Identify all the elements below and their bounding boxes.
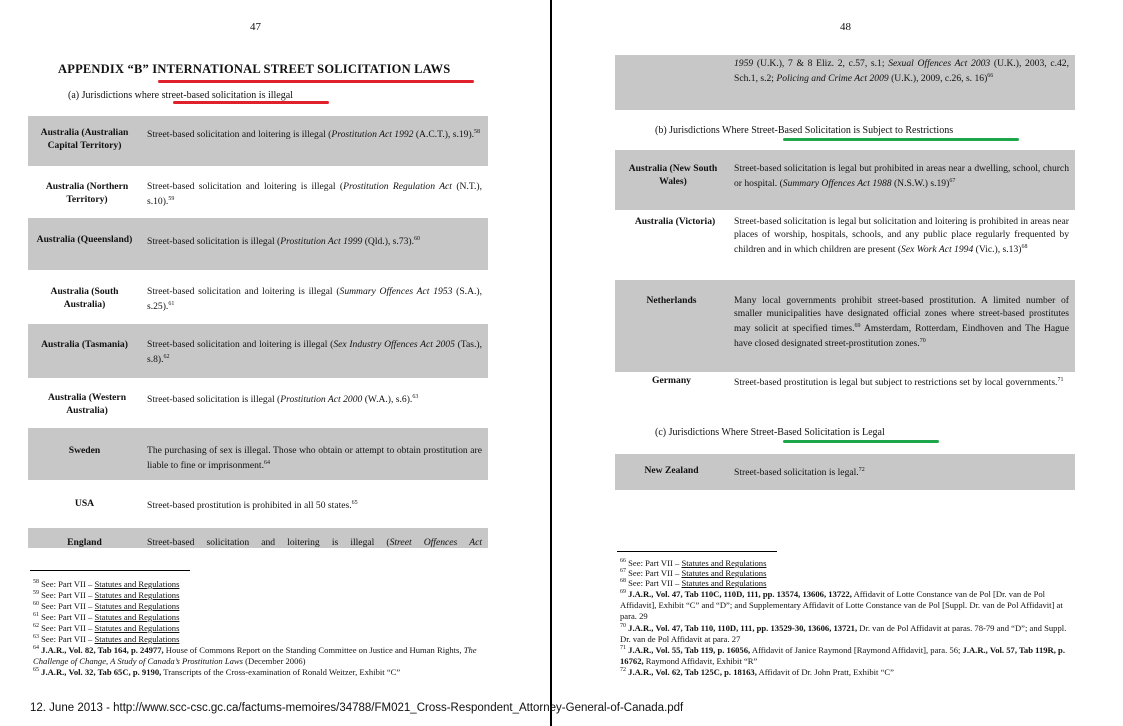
jurisdiction-cell: Australia (Western Australia) (47, 392, 127, 416)
jurisdiction-cell: USA (74, 498, 95, 509)
table-row (615, 372, 1075, 408)
description-cell: Street-based prostitution is prohibited in all 50 states.$^{65}$ (147, 500, 358, 512)
section-a-prefix: (a) Jurisdictions where (68, 90, 160, 101)
footnote: $^{67}$ See: Part VII – Statutes and Regulations (620, 567, 767, 578)
heading-prefix: APPENDIX “B” (58, 62, 149, 76)
footnote-rule (617, 551, 777, 552)
table-row (28, 270, 488, 324)
page-divider (550, 0, 552, 726)
footnote: $^{65}$ J.A.R., Vol. 32, Tab 65C, p. 9190, Transcripts of the Cross-examination of Ronald Weitzer, Exhibit “C” (33, 666, 401, 677)
table-row (615, 150, 1075, 210)
section-a-emph: street-based solicitation is illegal (161, 90, 293, 101)
jurisdiction-cell: Australia (Victoria) (634, 216, 716, 227)
table-row (615, 210, 1075, 280)
statutes-link[interactable]: Statutes and Regulations (94, 589, 180, 600)
footnote: $^{68}$ See: Part VII – Statutes and Regulations (620, 577, 767, 588)
description-cell: Street-based solicitation is legal.$^{72}$ (734, 467, 865, 479)
table-row (28, 428, 488, 480)
table-row (28, 378, 488, 428)
jurisdiction-cell: Sweden (68, 445, 101, 456)
description-cell: Many local governments prohibit street-based prostitution. A limited number of smaller municipalities have designated official zones where street-based prostitutes may solicit at specified times.$^{69}$ Amsterdam, Rotterdam, Eindhoven and The Hague have closed designated street-prostitution zones.$^{70}$ (734, 295, 1069, 350)
table-row (28, 324, 488, 378)
page-number-left: 47 (250, 21, 261, 33)
table-row (28, 218, 488, 270)
footnote: $^{58}$ See: Part VII – Statutes and Regulations (33, 578, 180, 589)
jurisdiction-cell: Australia (Australian Capital Territory) (40, 127, 129, 151)
jurisdiction-cell: England (67, 537, 102, 548)
statutes-link[interactable]: Statutes and Regulations (94, 578, 180, 589)
description-cell: The purchasing of sex is illegal. Those who obtain or attempt to obtain prostitution are liable to fine or imprisonment.$^{64}$ (147, 445, 482, 472)
description-cell: Street-based solicitation and loitering is illegal (Summary Offences Act 1953 (S.A.), s.25).$^{61}$ (147, 286, 482, 313)
description-cell: Street-based solicitation and loitering is illegal (Prostitution Regulation Act (N.T.), s.10).$^{59}$ (147, 181, 482, 208)
table-row-continued (615, 55, 1075, 110)
jurisdiction-cell: Australia (Tasmania) (41, 339, 128, 350)
description-cell: 1959 (U.K.), 7 & 8 Eliz. 2, c.57, s.1; Sexual Offences Act 2003 (U.K.), 2003, c.42, Sch.1, s.2; Policing and Crime Act 2009 (U.K.), 2009, c.26, s. 16)$^{66}$ (734, 58, 1069, 85)
statutes-link[interactable]: Statutes and Regulations (681, 577, 767, 588)
footnote-rule (30, 570, 190, 571)
jurisdiction-cell: Australia (South Australia) (50, 286, 119, 310)
section-c-heading (655, 427, 885, 438)
jurisdiction-cell: Germany (652, 375, 691, 386)
section-c-prefix: (c) Jurisdictions Where (655, 427, 749, 438)
description-cell: Street-based solicitation and loitering is illegal (Street Offences Act (147, 537, 482, 548)
red-underline-heading (158, 80, 474, 83)
footnote: $^{70}$ J.A.R., Vol. 47, Tab 110, 110D, 111, pp. 13529-30, 13606, 13721, Dr. van de Pol Affidavit at paras. 78-79 and “D”; and Suppl. Dr. van de Pol Affidavit at para. 27 (620, 622, 1067, 644)
footnote: $^{63}$ See: Part VII – Statutes and Regulations (33, 633, 180, 644)
section-b-emph: Street-Based Solicitation is Subject to Restrictions (751, 125, 954, 136)
statutes-link[interactable]: Statutes and Regulations (94, 611, 180, 622)
statutes-link[interactable]: Statutes and Regulations (94, 633, 180, 644)
section-b-prefix: (b) Jurisdictions Where (655, 125, 749, 136)
section-c-emph: Street-Based Solicitation is Legal (750, 427, 885, 438)
statutes-link[interactable]: Statutes and Regulations (681, 557, 767, 568)
footnote: $^{72}$ J.A.R., Vol. 62, Tab 125C, p. 18163, Affidavit of Dr. John Pratt, Exhibit “C” (620, 666, 894, 677)
table-row (28, 528, 488, 548)
footnote: $^{59}$ See: Part VII – Statutes and Regulations (33, 589, 180, 600)
jurisdiction-cell: Netherlands (646, 295, 697, 306)
page-number-right: 48 (840, 21, 851, 33)
jurisdiction-cell: Australia (Queensland) (36, 234, 133, 245)
appendix-heading (58, 62, 450, 77)
description-cell: Street-based solicitation is illegal (Prostitution Act 2000 (W.A.), s.6).$^{63}$ (147, 394, 419, 406)
table-row (615, 280, 1075, 372)
footnote: $^{62}$ See: Part VII – Statutes and Regulations (33, 622, 180, 633)
description-cell: Street-based solicitation is illegal (Prostitution Act 1999 (Qld.), s.73).$^{60}$ (147, 236, 421, 248)
red-underline-section-a (173, 101, 329, 104)
heading-main: INTERNATIONAL STREET SOLICITATION LAWS (152, 62, 451, 76)
footnote: $^{66}$ See: Part VII – Statutes and Regulations (620, 557, 767, 568)
source-footer: 12. June 2013 - http://www.scc-csc.gc.ca/factums-memoires/34788/FM021_Cross-Respondent_Attorney-General-of-Canada.pdf (30, 702, 684, 714)
footnote: $^{71}$ J.A.R., Vol. 55, Tab 119, p. 16056, Affidavit of Janice Raymond [Raymond Affidavit], para. 56; J.A.R., Vol. 57, Tab 119R, p. 16762, Raymond Affidavit, Exhibit “R” (620, 644, 1065, 666)
footnote: $^{64}$ J.A.R., Vol. 82, Tab 164, p. 24977, House of Commons Report on the Standing Committee on Justice and Human Rights, The Challenge of Change, A Study of Canada’s Prostitution Laws (December 2006) (33, 644, 477, 666)
footnote: $^{60}$ See: Part VII – Statutes and Regulations (33, 600, 180, 611)
green-underline-section-b (783, 138, 1019, 141)
description-cell: Street-based solicitation is legal but solicitation and loitering is prohibited in areas near places of worship, hospitals, schools, and any public place regularly frequented by children and in which children are present (Sex Work Act 1994 (Vic.), s.13)$^{68}$ (734, 216, 1069, 256)
description-cell: Street-based solicitation is legal but prohibited in areas near a dwelling, school, church or hospital. (Summary Offences Act 1988 (N.S.W.) s.19)$^{67}$ (734, 163, 1069, 190)
description-cell: Street-based prostitution is legal but subject to restrictions set by local governments.$^{71}$ (734, 377, 1064, 389)
description-cell: Street-based solicitation and loitering is illegal (Prostitution Act 1992 (A.C.T.), s.19).$^{58}$ (147, 129, 481, 141)
footnote: $^{69}$ J.A.R., Vol. 47, Tab 110C, 110D, 111, pp. 13574, 13606, 13722, Affidavit of Lotte Constance van de Pol [Dr. van de Pol Affidavit], Exhibit “C” and “D”; and Supplementary Affidavit of Lotte Constance van de Pol [Suppl. Dr. van de Pol Affidavit] at para. 29 (620, 588, 1063, 621)
green-underline-section-c (783, 440, 939, 443)
jurisdiction-cell: New Zealand (644, 465, 699, 476)
statutes-link[interactable]: Statutes and Regulations (681, 567, 767, 578)
jurisdiction-cell: Australia (New South Wales) (628, 163, 718, 187)
statutes-link[interactable]: Statutes and Regulations (94, 600, 180, 611)
table-row (28, 480, 488, 528)
statutes-link[interactable]: Statutes and Regulations (94, 622, 180, 633)
table-row (28, 166, 488, 218)
table-row (615, 454, 1075, 490)
footnote: $^{61}$ See: Part VII – Statutes and Regulations (33, 611, 180, 622)
jurisdiction-cell: Australia (Northern Territory) (45, 181, 129, 205)
description-cell: Street-based solicitation and loitering is illegal (Sex Industry Offences Act 2005 (Tas.), s.8).$^{62}$ (147, 339, 482, 366)
section-a-heading (68, 90, 293, 101)
section-b-heading (655, 125, 953, 136)
table-row (28, 116, 488, 166)
